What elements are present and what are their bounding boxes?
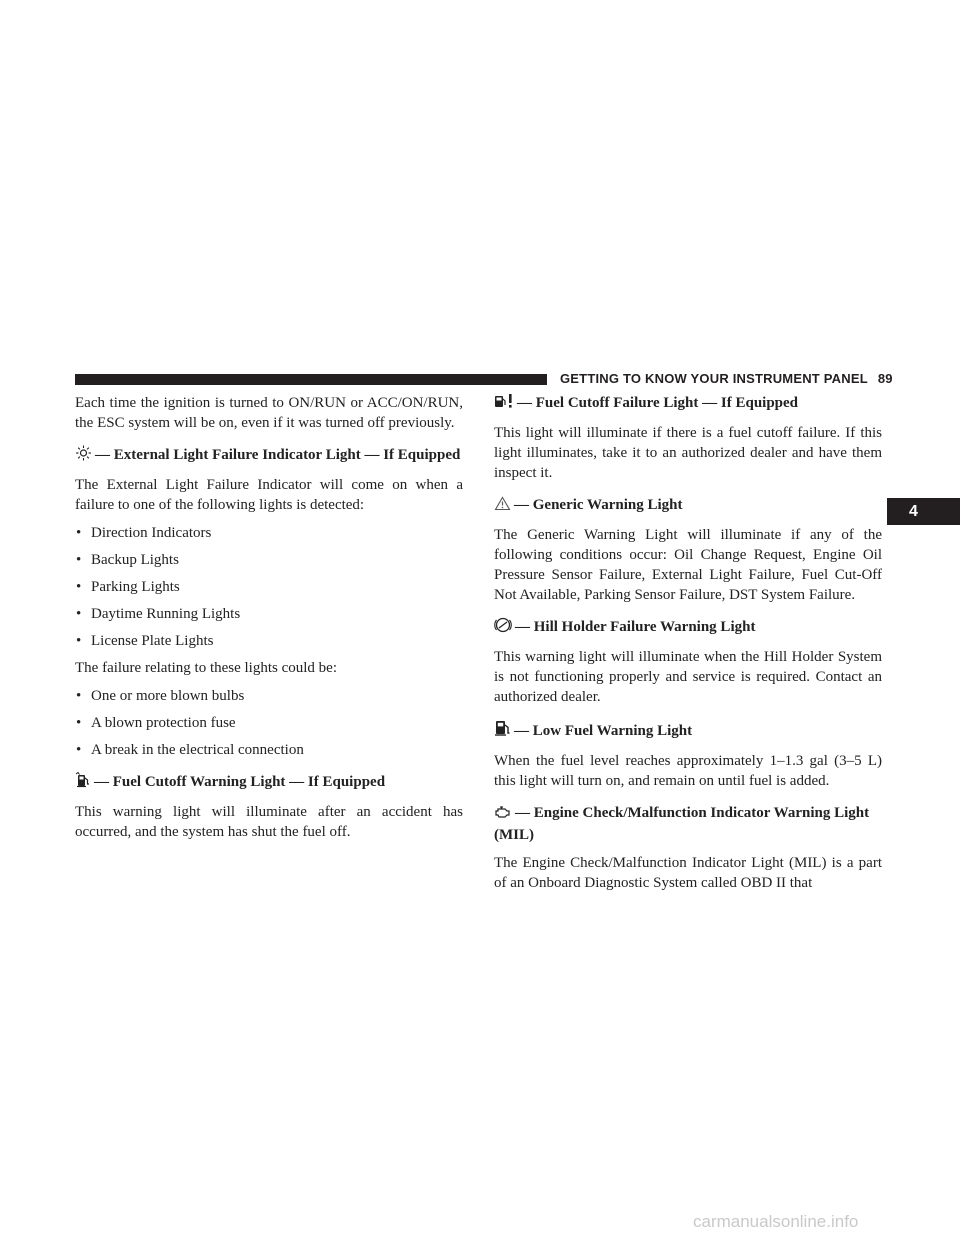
light-list bbox=[75, 523, 463, 651]
heading-text: — Fuel Cutoff Warning Light — If Equipped bbox=[94, 774, 386, 790]
section-heading bbox=[494, 803, 882, 845]
engine-check-icon bbox=[494, 805, 512, 825]
watermark-logo[interactable]: carmanualsonline.info bbox=[693, 1212, 859, 1231]
generic-warning-icon bbox=[494, 496, 511, 517]
header-rule bbox=[75, 374, 547, 385]
header-title: GETTING TO KNOW YOUR INSTRUMENT PANEL bbox=[560, 371, 868, 386]
list-item: • Backup Lights bbox=[75, 550, 463, 570]
paragraph: When the fuel level reaches approximately 1–1.3 gal (3–5 L) this light will turn on, and remain on until fuel is added. bbox=[494, 753, 882, 789]
fuel-cutoff-icon bbox=[75, 772, 91, 794]
paragraph: The failure relating to these lights could be: bbox=[75, 660, 338, 676]
intro-paragraph: Each time the ignition is turned to ON/RUN or ACC/ON/RUN, the ESC system will be on, even if it was turned off previously. bbox=[75, 395, 463, 431]
list-item: • A blown protection fuse bbox=[75, 713, 463, 733]
paragraph: The Generic Warning Light will illuminate if any of the following conditions occur: Oil Change Request, Engine Oil Pressure Sensor Failure, External Light Failure, Fuel Cut-Off Not Available, Parking Sensor Failure, DST System Failure. bbox=[494, 527, 882, 603]
heading-text: — External Light Failure Indicator Light — If Equipped bbox=[95, 447, 461, 463]
right-column bbox=[494, 393, 882, 901]
low-fuel-icon bbox=[494, 719, 511, 743]
heading-text: — Engine Check/Malfunction Indicator Warning Light (MIL) bbox=[494, 805, 870, 843]
paragraph: The Engine Check/Malfunction Indicator Light (MIL) is a part of an Onboard Diagnostic System called OBD II that bbox=[494, 855, 882, 891]
chapter-tab[interactable]: 4 bbox=[887, 498, 960, 525]
paragraph: The External Light Failure Indicator will come on when a failure to one of the following lights is detected: bbox=[75, 477, 463, 513]
list-item: • Direction Indicators bbox=[75, 523, 463, 543]
running-header bbox=[560, 371, 893, 386]
list-item: • Daytime Running Lights bbox=[75, 604, 463, 624]
section-heading bbox=[494, 617, 882, 639]
list-item: • License Plate Lights bbox=[75, 631, 463, 651]
section-heading bbox=[494, 495, 882, 517]
heading-text: — Fuel Cutoff Failure Light — If Equipped bbox=[517, 395, 799, 411]
external-light-failure-icon bbox=[75, 445, 92, 467]
heading-text: — Hill Holder Failure Warning Light bbox=[515, 619, 756, 635]
paragraph: This warning light will illuminate after an accident has occurred, and the system has shut the fuel off. bbox=[75, 804, 463, 840]
page-number: 89 bbox=[877, 371, 893, 386]
fuel-cutoff-failure-icon bbox=[494, 393, 514, 415]
list-item: • Parking Lights bbox=[75, 577, 463, 597]
list-item: • A break in the electrical connection bbox=[75, 740, 463, 760]
section-heading bbox=[75, 445, 463, 467]
failure-list bbox=[75, 686, 463, 760]
list-item: • One or more blown bulbs bbox=[75, 686, 463, 706]
section-heading bbox=[494, 393, 882, 415]
section-heading bbox=[75, 772, 463, 794]
paragraph: This light will illuminate if there is a fuel cutoff failure. If this light illuminates, take it to an authorized dealer and have them inspect it. bbox=[494, 425, 882, 481]
section-heading bbox=[494, 719, 882, 743]
left-column bbox=[75, 393, 463, 850]
paragraph: This warning light will illuminate when the Hill Holder System is not functioning properly and service is required. Contact an authorized dealer. bbox=[494, 649, 882, 705]
heading-text: — Low Fuel Warning Light bbox=[514, 723, 693, 739]
heading-text: — Generic Warning Light bbox=[514, 497, 683, 513]
hill-holder-icon bbox=[494, 617, 512, 639]
